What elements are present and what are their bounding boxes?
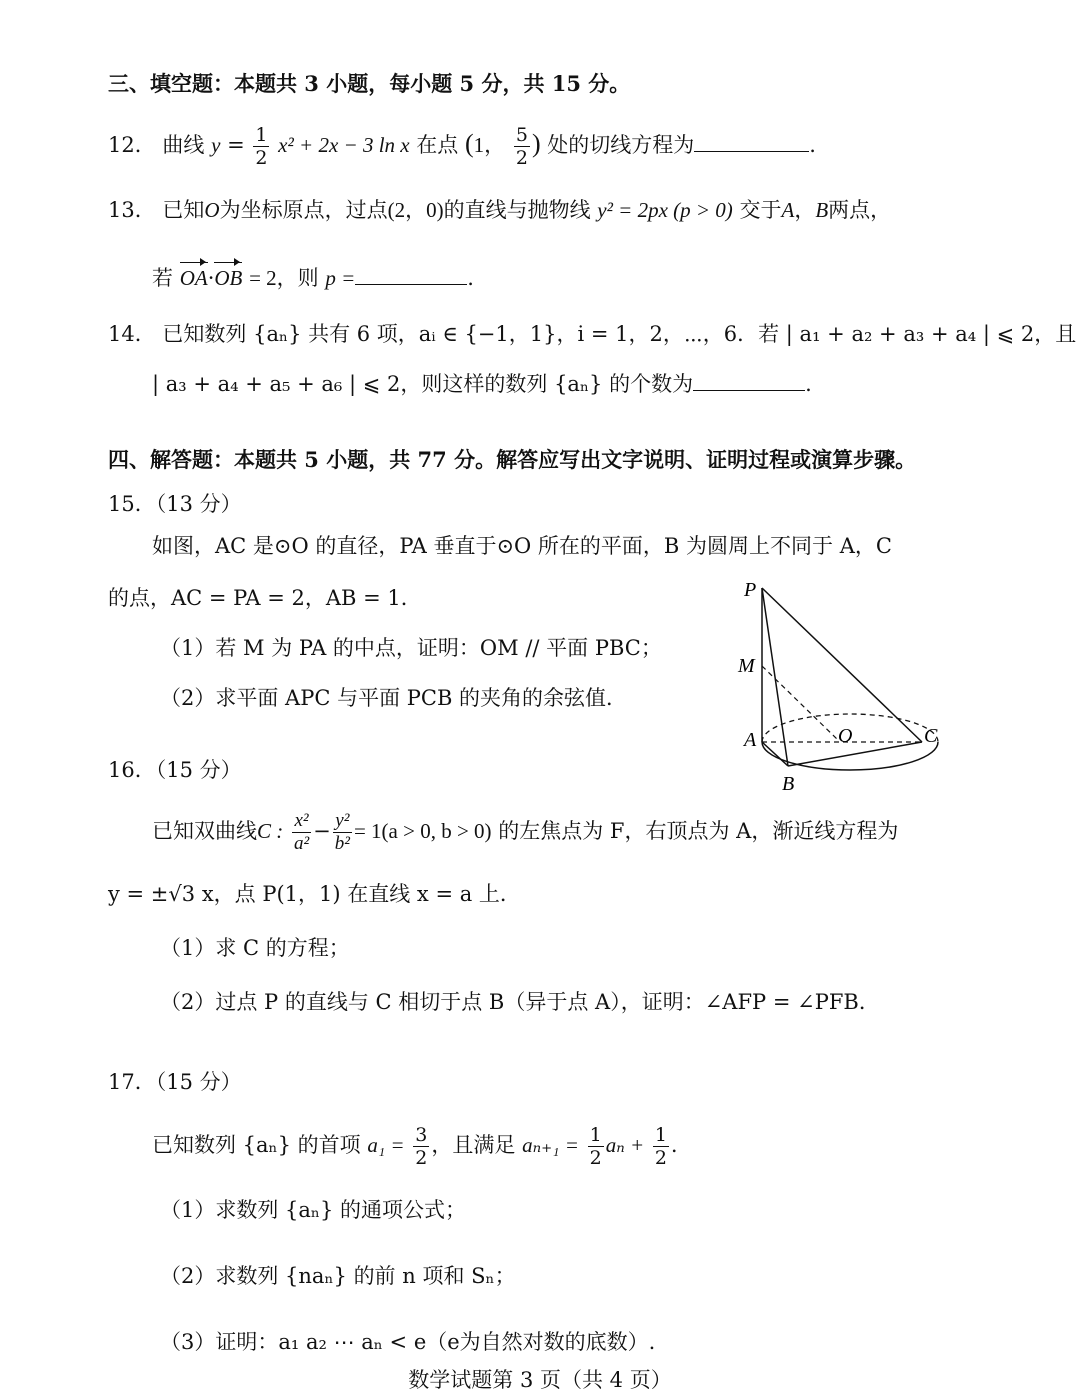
question-14-line-1: 14． 已知数列 {aₙ} 共有 6 项，aᵢ ∈ {−1，1}，i = 1，2，⋯，6．若 | a₁ + a₂ + a₃ + a₄ | ⩽ 2，且 (108, 322, 1077, 346)
answer-blank[interactable] (355, 264, 467, 285)
fraction: $\frac{1}{2}$ (255, 124, 268, 169)
label-o: O (838, 725, 853, 747)
question-12: 12． 曲线 y = $\frac{1}{2}$ x² + 2x − 3 ln x 在点 (1， $\frac{5}{2}$ ) 处的切线方程为 . (108, 124, 816, 169)
geometry-figure (730, 570, 970, 800)
answer-blank[interactable] (694, 131, 809, 152)
question-15-part-1: （1）若 M 为 PA 的中点，证明：OM // 平面 PBC； (160, 636, 662, 660)
label-a: A (744, 729, 757, 751)
label-p: P (744, 579, 757, 601)
section-heading-4: 四、解答题：本题共 5 小题，共 77 分。解答应写出文字说明、证明过程或演算步骤。 (108, 447, 917, 472)
fraction: $\frac{1}{2}$ (589, 1124, 602, 1169)
question-16-part-2: （2）过点 P 的直线与 C 相切于点 B（异于点 A），证明：∠AFP = ∠PFB． (160, 990, 880, 1014)
fraction: $\frac{\text{y²}}{\text{b²}}$ (334, 810, 350, 854)
question-16-line-1: 已知双曲线C : $\frac{\text{x²}}{\text{a²}}$ − $\frac{\text{y²}}{\text{b²}}$ = 1(a > 0, b > 0) 的左焦点为 F，右顶点为 A，渐近线方程为 (152, 810, 899, 854)
segment-ab (762, 742, 788, 766)
segment-bc (788, 742, 922, 766)
label-c: C (924, 725, 938, 747)
answer-blank[interactable] (693, 370, 805, 391)
question-14-line-2: | a₃ + a₄ + a₅ + a₆ | ⩽ 2，则这样的数列 {aₙ} 的个数为 . (152, 372, 812, 396)
question-13-line-1: 13． 已知O为坐标原点，过点(2，0)的直线与抛物线 y² = 2px (p > 0) 交于A，B两点， (108, 198, 892, 222)
question-17-part-2: （2）求数列 {naₙ} 的前 n 项和 Sₙ； (160, 1264, 516, 1288)
question-15-line-1: 如图，AC 是⊙O 的直径，PA 垂直于⊙O 所在的平面，B 为圆周上不同于 A，C (152, 534, 892, 558)
segment-pc (762, 588, 922, 742)
question-number: 12． (108, 133, 156, 157)
question-15-part-2: （2）求平面 APC 与平面 PCB 的夹角的余弦值． (160, 686, 628, 710)
question-number: 14． (108, 322, 156, 346)
vector-ob: OB (214, 266, 243, 290)
segment-pb (762, 588, 788, 766)
question-16-part-1: （1）求 C 的方程； (160, 936, 350, 960)
question-17-line-1: 已知数列 {aₙ} 的首项 a₁ = $\frac{3}{2}$ ，且满足 aₙ₊₁ = $\frac{1}{2}$ aₙ + $\frac{1}{2}$ . (152, 1124, 678, 1169)
label-b: B (782, 773, 795, 795)
fraction: $\frac{3}{2}$ (415, 1124, 428, 1169)
question-16-line-2: y = ±√3 x，点 P(1，1) 在直线 x = a 上． (108, 882, 521, 906)
question-number: 13． (108, 198, 156, 222)
question-17-part-3: （3）证明：a₁ a₂ ⋯ aₙ < e（e为自然对数的底数）. (160, 1330, 656, 1354)
question-15-line-2: 的点，AC = PA = 2，AB = 1． (108, 586, 422, 610)
label-m: M (738, 655, 755, 677)
fraction: $\frac{\text{x²}}{\text{a²}}$ (293, 810, 310, 854)
section-heading-3: 三、填空题：本题共 3 小题，每小题 5 分，共 15 分。 (108, 71, 631, 96)
question-16-number: 16．（15 分） (108, 758, 242, 782)
question-17-number: 17．（15 分） (108, 1070, 242, 1094)
question-13-line-2: 若 OA·OB = 2，则 p = . (152, 266, 474, 290)
fraction: $\frac{5}{2}$ (515, 124, 528, 169)
vector-oa: OA (179, 266, 208, 290)
question-17-part-1: （1）求数列 {aₙ} 的通项公式； (160, 1198, 467, 1222)
page-footer: 数学试题第 3 页（共 4 页） (408, 1368, 672, 1392)
fraction: $\frac{1}{2}$ (654, 1124, 667, 1169)
question-15-number: 15．（13 分） (108, 492, 242, 516)
